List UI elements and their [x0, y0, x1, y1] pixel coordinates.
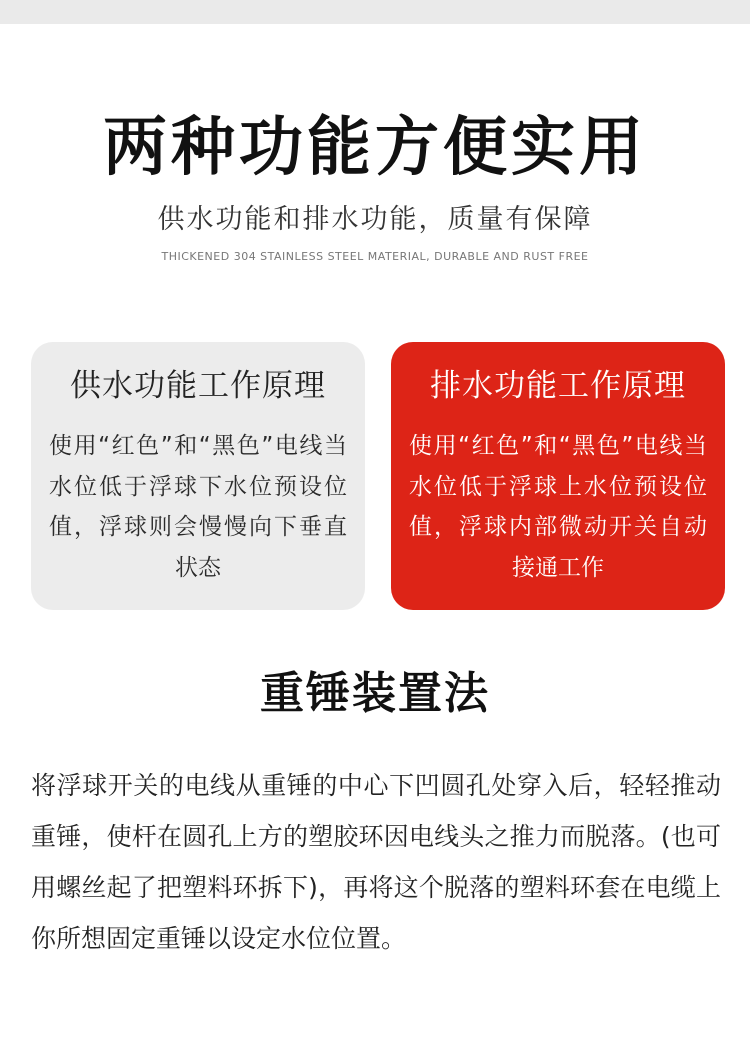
drain-function-card — [391, 342, 725, 610]
page-subtitle: 供水功能和排水功能，质量有保障 — [157, 204, 593, 235]
section-title: 重锤装置法 — [260, 668, 490, 719]
section-paragraph: 将浮球开关的电线从重锤的中心下凹圆孔处穿入后，轻轻推动重锤，使杆在圆孔上方的塑胶环因电线头之推力而脱落。(也可用螺丝起了把塑料环拆下)，再将这个脱落的塑料环套在电缆上你所想固定重锤以设定水位位置。 — [31, 771, 721, 953]
page-title: 两种功能方便实用 — [103, 111, 647, 185]
drain-card-body: 使用“红色”和“黑色”电线当水位低于浮球上水位预设位值，浮球内部微动开关自动接通工作 — [409, 433, 707, 581]
drain-card-title: 排水功能工作原理 — [430, 368, 686, 404]
supply-card-body: 使用“红色”和“黑色”电线当水位低于浮球下水位预设位值，浮球则会慢慢向下垂直状态 — [49, 433, 347, 581]
english-tagline: THICKENED 304 STAINLESS STEEL MATERIAL, DURABLE AND RUST FREE — [161, 250, 589, 263]
top-bar — [0, 0, 750, 24]
supply-function-card — [31, 342, 365, 610]
supply-card-title: 供水功能工作原理 — [70, 368, 326, 404]
